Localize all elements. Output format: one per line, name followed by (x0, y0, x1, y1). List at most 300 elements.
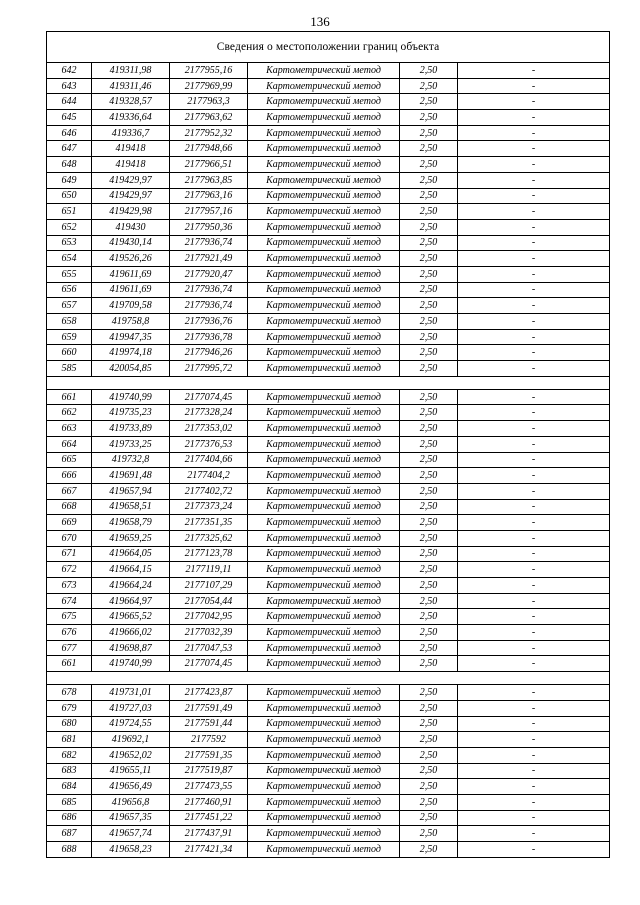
table-row (47, 700, 610, 716)
accuracy-cell: 2,50 (400, 656, 458, 672)
x-coordinate-cell: 419658,79 (92, 515, 170, 531)
description-cell: - (458, 499, 610, 515)
table-row (47, 235, 610, 251)
x-coordinate-cell: 419429,97 (92, 172, 170, 188)
y-coordinate-cell: 2177328,24 (170, 405, 248, 421)
x-coordinate-cell: 419692,1 (92, 732, 170, 748)
y-coordinate-cell: 2177054,44 (170, 593, 248, 609)
description-cell: - (458, 625, 610, 641)
x-coordinate-cell: 419656,49 (92, 779, 170, 795)
table-row (47, 63, 610, 79)
description-cell: - (458, 716, 610, 732)
accuracy-cell: 2,50 (400, 389, 458, 405)
y-coordinate-cell: 2177936,74 (170, 235, 248, 251)
method-cell: Картометрический метод (248, 640, 400, 656)
method-cell: Картометрический метод (248, 842, 400, 858)
y-coordinate-cell: 2177325,62 (170, 530, 248, 546)
x-coordinate-cell: 419733,89 (92, 421, 170, 437)
method-cell: Картометрический метод (248, 204, 400, 220)
accuracy-cell: 2,50 (400, 314, 458, 330)
point-number-cell: 687 (47, 826, 92, 842)
y-coordinate-cell: 2177402,72 (170, 483, 248, 499)
accuracy-cell: 2,50 (400, 78, 458, 94)
y-coordinate-cell: 2177107,29 (170, 578, 248, 594)
x-coordinate-cell: 419691,48 (92, 468, 170, 484)
y-coordinate-cell: 2177948,66 (170, 141, 248, 157)
point-number-cell: 642 (47, 63, 92, 79)
method-cell: Картометрический метод (248, 732, 400, 748)
description-cell: - (458, 204, 610, 220)
accuracy-cell: 2,50 (400, 468, 458, 484)
accuracy-cell: 2,50 (400, 609, 458, 625)
accuracy-cell: 2,50 (400, 716, 458, 732)
x-coordinate-cell: 419698,87 (92, 640, 170, 656)
table-row (47, 515, 610, 531)
table-row (47, 361, 610, 377)
accuracy-cell: 2,50 (400, 685, 458, 701)
accuracy-cell: 2,50 (400, 732, 458, 748)
table-title-row (47, 32, 610, 63)
description-cell: - (458, 361, 610, 377)
method-cell: Картометрический метод (248, 78, 400, 94)
description-cell: - (458, 421, 610, 437)
x-coordinate-cell: 419659,25 (92, 530, 170, 546)
point-number-cell: 673 (47, 578, 92, 594)
y-coordinate-cell: 2177353,02 (170, 421, 248, 437)
x-coordinate-cell: 419724,55 (92, 716, 170, 732)
description-cell: - (458, 452, 610, 468)
x-coordinate-cell: 419658,23 (92, 842, 170, 858)
description-cell: - (458, 188, 610, 204)
x-coordinate-cell: 419735,23 (92, 405, 170, 421)
x-coordinate-cell: 419611,69 (92, 282, 170, 298)
point-number-cell: 646 (47, 125, 92, 141)
y-coordinate-cell: 2177423,87 (170, 685, 248, 701)
point-number-cell: 688 (47, 842, 92, 858)
table-row (47, 593, 610, 609)
y-coordinate-cell: 2177966,51 (170, 157, 248, 173)
y-coordinate-cell: 2177404,66 (170, 452, 248, 468)
accuracy-cell: 2,50 (400, 779, 458, 795)
table-row (47, 282, 610, 298)
point-number-cell: 659 (47, 329, 92, 345)
y-coordinate-cell: 2177936,76 (170, 314, 248, 330)
accuracy-cell: 2,50 (400, 499, 458, 515)
x-coordinate-cell: 419657,35 (92, 810, 170, 826)
point-number-cell: 649 (47, 172, 92, 188)
y-coordinate-cell: 2177957,16 (170, 204, 248, 220)
point-number-cell: 656 (47, 282, 92, 298)
accuracy-cell: 2,50 (400, 700, 458, 716)
accuracy-cell: 2,50 (400, 329, 458, 345)
x-coordinate-cell: 419664,15 (92, 562, 170, 578)
method-cell: Картометрический метод (248, 779, 400, 795)
accuracy-cell: 2,50 (400, 593, 458, 609)
method-cell: Картометрический метод (248, 436, 400, 452)
method-cell: Картометрический метод (248, 685, 400, 701)
y-coordinate-cell: 2177591,49 (170, 700, 248, 716)
description-cell: - (458, 345, 610, 361)
x-coordinate-cell: 419336,64 (92, 110, 170, 126)
y-coordinate-cell: 2177920,47 (170, 266, 248, 282)
accuracy-cell: 2,50 (400, 298, 458, 314)
accuracy-cell: 2,50 (400, 63, 458, 79)
point-number-cell: 668 (47, 499, 92, 515)
method-cell: Картометрический метод (248, 515, 400, 531)
x-coordinate-cell: 419418 (92, 157, 170, 173)
accuracy-cell: 2,50 (400, 810, 458, 826)
point-number-cell: 679 (47, 700, 92, 716)
x-coordinate-cell: 419430,14 (92, 235, 170, 251)
method-cell: Картометрический метод (248, 188, 400, 204)
y-coordinate-cell: 2177074,45 (170, 656, 248, 672)
point-number-cell: 667 (47, 483, 92, 499)
accuracy-cell: 2,50 (400, 204, 458, 220)
method-cell: Картометрический метод (248, 562, 400, 578)
description-cell: - (458, 747, 610, 763)
point-number-cell: 653 (47, 235, 92, 251)
accuracy-cell: 2,50 (400, 235, 458, 251)
method-cell: Картометрический метод (248, 826, 400, 842)
description-cell: - (458, 700, 610, 716)
x-coordinate-cell: 419664,05 (92, 546, 170, 562)
accuracy-cell: 2,50 (400, 562, 458, 578)
point-number-cell: 666 (47, 468, 92, 484)
description-cell: - (458, 298, 610, 314)
accuracy-cell: 2,50 (400, 452, 458, 468)
point-number-cell: 678 (47, 685, 92, 701)
point-number-cell: 672 (47, 562, 92, 578)
point-number-cell: 654 (47, 251, 92, 267)
y-coordinate-cell: 2177955,16 (170, 63, 248, 79)
method-cell: Картометрический метод (248, 110, 400, 126)
description-cell: - (458, 593, 610, 609)
table-row (47, 640, 610, 656)
point-number-cell: 651 (47, 204, 92, 220)
x-coordinate-cell: 419732,8 (92, 452, 170, 468)
method-cell: Картометрический метод (248, 499, 400, 515)
x-coordinate-cell: 419657,94 (92, 483, 170, 499)
point-number-cell: 677 (47, 640, 92, 656)
y-coordinate-cell: 2177376,53 (170, 436, 248, 452)
accuracy-cell: 2,50 (400, 421, 458, 437)
method-cell: Картометрический метод (248, 625, 400, 641)
method-cell: Картометрический метод (248, 251, 400, 267)
point-number-cell: 682 (47, 747, 92, 763)
point-number-cell: 676 (47, 625, 92, 641)
table-row (47, 94, 610, 110)
table-row (47, 345, 610, 361)
boundary-coordinates-table (46, 31, 610, 858)
group-separator-cell (47, 672, 610, 685)
description-cell: - (458, 94, 610, 110)
y-coordinate-cell: 2177936,74 (170, 298, 248, 314)
table-row (47, 172, 610, 188)
description-cell: - (458, 515, 610, 531)
description-cell: - (458, 562, 610, 578)
point-number-cell: 686 (47, 810, 92, 826)
x-coordinate-cell: 419664,97 (92, 593, 170, 609)
y-coordinate-cell: 2177591,44 (170, 716, 248, 732)
y-coordinate-cell: 2177921,49 (170, 251, 248, 267)
y-coordinate-cell: 2177592 (170, 732, 248, 748)
description-cell: - (458, 266, 610, 282)
y-coordinate-cell: 2177460,91 (170, 794, 248, 810)
point-number-cell: 661 (47, 656, 92, 672)
table-row (47, 78, 610, 94)
method-cell: Картометрический метод (248, 219, 400, 235)
y-coordinate-cell: 2177451,22 (170, 810, 248, 826)
accuracy-cell: 2,50 (400, 578, 458, 594)
table-row (47, 562, 610, 578)
x-coordinate-cell: 419947,35 (92, 329, 170, 345)
point-number-cell: 675 (47, 609, 92, 625)
method-cell: Картометрический метод (248, 94, 400, 110)
point-number-cell: 655 (47, 266, 92, 282)
x-coordinate-cell: 419655,11 (92, 763, 170, 779)
y-coordinate-cell: 2177074,45 (170, 389, 248, 405)
description-cell: - (458, 826, 610, 842)
method-cell: Картометрический метод (248, 763, 400, 779)
method-cell: Картометрический метод (248, 63, 400, 79)
description-cell: - (458, 436, 610, 452)
x-coordinate-cell: 419311,46 (92, 78, 170, 94)
point-number-cell: 665 (47, 452, 92, 468)
point-number-cell: 661 (47, 389, 92, 405)
description-cell: - (458, 578, 610, 594)
description-cell: - (458, 172, 610, 188)
method-cell: Картометрический метод (248, 452, 400, 468)
accuracy-cell: 2,50 (400, 842, 458, 858)
y-coordinate-cell: 2177952,32 (170, 125, 248, 141)
point-number-cell: 644 (47, 94, 92, 110)
x-coordinate-cell: 419657,74 (92, 826, 170, 842)
point-number-cell: 585 (47, 361, 92, 377)
x-coordinate-cell: 419666,02 (92, 625, 170, 641)
y-coordinate-cell: 2177032,39 (170, 625, 248, 641)
accuracy-cell: 2,50 (400, 110, 458, 126)
table-body (47, 32, 610, 858)
method-cell: Картометрический метод (248, 700, 400, 716)
method-cell: Картометрический метод (248, 578, 400, 594)
description-cell: - (458, 314, 610, 330)
y-coordinate-cell: 2177119,11 (170, 562, 248, 578)
description-cell: - (458, 609, 610, 625)
accuracy-cell: 2,50 (400, 530, 458, 546)
y-coordinate-cell: 2177404,2 (170, 468, 248, 484)
description-cell: - (458, 329, 610, 345)
x-coordinate-cell: 419429,97 (92, 188, 170, 204)
method-cell: Картометрический метод (248, 405, 400, 421)
table-row (47, 794, 610, 810)
method-cell: Картометрический метод (248, 483, 400, 499)
y-coordinate-cell: 2177995,72 (170, 361, 248, 377)
x-coordinate-cell: 419665,52 (92, 609, 170, 625)
description-cell: - (458, 732, 610, 748)
y-coordinate-cell: 2177963,62 (170, 110, 248, 126)
point-number-cell: 648 (47, 157, 92, 173)
table-row (47, 732, 610, 748)
method-cell: Картометрический метод (248, 468, 400, 484)
table-row (47, 329, 610, 345)
y-coordinate-cell: 2177519,87 (170, 763, 248, 779)
table-row (47, 421, 610, 437)
table-row (47, 763, 610, 779)
x-coordinate-cell: 419733,25 (92, 436, 170, 452)
y-coordinate-cell: 2177351,35 (170, 515, 248, 531)
point-number-cell: 657 (47, 298, 92, 314)
accuracy-cell: 2,50 (400, 219, 458, 235)
accuracy-cell: 2,50 (400, 826, 458, 842)
table-row (47, 452, 610, 468)
accuracy-cell: 2,50 (400, 436, 458, 452)
point-number-cell: 670 (47, 530, 92, 546)
table-row (47, 609, 610, 625)
accuracy-cell: 2,50 (400, 625, 458, 641)
y-coordinate-cell: 2177047,53 (170, 640, 248, 656)
point-number-cell: 680 (47, 716, 92, 732)
method-cell: Картометрический метод (248, 716, 400, 732)
x-coordinate-cell: 419709,58 (92, 298, 170, 314)
point-number-cell: 645 (47, 110, 92, 126)
point-number-cell: 643 (47, 78, 92, 94)
page-number: 136 (310, 14, 330, 29)
point-number-cell: 658 (47, 314, 92, 330)
y-coordinate-cell: 2177936,74 (170, 282, 248, 298)
y-coordinate-cell: 2177969,99 (170, 78, 248, 94)
x-coordinate-cell: 419611,69 (92, 266, 170, 282)
description-cell: - (458, 405, 610, 421)
point-number-cell: 683 (47, 763, 92, 779)
y-coordinate-cell: 2177473,55 (170, 779, 248, 795)
table-row (47, 389, 610, 405)
point-number-cell: 681 (47, 732, 92, 748)
table-row (47, 716, 610, 732)
accuracy-cell: 2,50 (400, 172, 458, 188)
method-cell: Картометрический метод (248, 157, 400, 173)
method-cell: Картометрический метод (248, 593, 400, 609)
table-row (47, 842, 610, 858)
x-coordinate-cell: 419328,57 (92, 94, 170, 110)
y-coordinate-cell: 2177950,36 (170, 219, 248, 235)
x-coordinate-cell: 419526,26 (92, 251, 170, 267)
method-cell: Картометрический метод (248, 421, 400, 437)
table-row (47, 826, 610, 842)
table-row (47, 546, 610, 562)
accuracy-cell: 2,50 (400, 282, 458, 298)
accuracy-cell: 2,50 (400, 345, 458, 361)
description-cell: - (458, 779, 610, 795)
y-coordinate-cell: 2177946,26 (170, 345, 248, 361)
description-cell: - (458, 63, 610, 79)
group-separator-cell (47, 376, 610, 389)
y-coordinate-cell: 2177373,24 (170, 499, 248, 515)
x-coordinate-cell: 419430 (92, 219, 170, 235)
method-cell: Картометрический метод (248, 794, 400, 810)
point-number-cell: 671 (47, 546, 92, 562)
x-coordinate-cell: 419652,02 (92, 747, 170, 763)
x-coordinate-cell: 419311,98 (92, 63, 170, 79)
table-row (47, 314, 610, 330)
x-coordinate-cell: 419740,99 (92, 656, 170, 672)
y-coordinate-cell: 2177591,35 (170, 747, 248, 763)
method-cell: Картометрический метод (248, 329, 400, 345)
table-row (47, 625, 610, 641)
description-cell: - (458, 530, 610, 546)
table-row (47, 251, 610, 267)
x-coordinate-cell: 419664,24 (92, 578, 170, 594)
table-row (47, 141, 610, 157)
table-row (47, 125, 610, 141)
table-row (47, 266, 610, 282)
point-number-cell: 650 (47, 188, 92, 204)
point-number-cell: 662 (47, 405, 92, 421)
method-cell: Картометрический метод (248, 235, 400, 251)
description-cell: - (458, 389, 610, 405)
accuracy-cell: 2,50 (400, 515, 458, 531)
description-cell: - (458, 235, 610, 251)
x-coordinate-cell: 420054,85 (92, 361, 170, 377)
table-row (47, 468, 610, 484)
point-number-cell: 685 (47, 794, 92, 810)
description-cell: - (458, 110, 610, 126)
method-cell: Картометрический метод (248, 656, 400, 672)
group-separator-row (47, 376, 610, 389)
method-cell: Картометрический метод (248, 546, 400, 562)
description-cell: - (458, 640, 610, 656)
table-row (47, 110, 610, 126)
description-cell: - (458, 842, 610, 858)
method-cell: Картометрический метод (248, 125, 400, 141)
accuracy-cell: 2,50 (400, 405, 458, 421)
description-cell: - (458, 656, 610, 672)
x-coordinate-cell: 419656,8 (92, 794, 170, 810)
description-cell: - (458, 794, 610, 810)
method-cell: Картометрический метод (248, 141, 400, 157)
y-coordinate-cell: 2177437,91 (170, 826, 248, 842)
table-row (47, 499, 610, 515)
accuracy-cell: 2,50 (400, 141, 458, 157)
y-coordinate-cell: 2177963,85 (170, 172, 248, 188)
table-row (47, 779, 610, 795)
x-coordinate-cell: 419731,01 (92, 685, 170, 701)
group-separator-row (47, 672, 610, 685)
table-row (47, 483, 610, 499)
accuracy-cell: 2,50 (400, 763, 458, 779)
x-coordinate-cell: 419974,18 (92, 345, 170, 361)
accuracy-cell: 2,50 (400, 251, 458, 267)
point-number-cell: 652 (47, 219, 92, 235)
point-number-cell: 664 (47, 436, 92, 452)
table-row (47, 219, 610, 235)
description-cell: - (458, 141, 610, 157)
accuracy-cell: 2,50 (400, 125, 458, 141)
accuracy-cell: 2,50 (400, 546, 458, 562)
table-row (47, 747, 610, 763)
method-cell: Картометрический метод (248, 172, 400, 188)
x-coordinate-cell: 419658,51 (92, 499, 170, 515)
accuracy-cell: 2,50 (400, 794, 458, 810)
table-row (47, 204, 610, 220)
x-coordinate-cell: 419336,7 (92, 125, 170, 141)
table-title: Сведения о местоположении границ объекта (47, 32, 610, 63)
method-cell: Картометрический метод (248, 298, 400, 314)
y-coordinate-cell: 2177421,34 (170, 842, 248, 858)
x-coordinate-cell: 419758,8 (92, 314, 170, 330)
description-cell: - (458, 125, 610, 141)
accuracy-cell: 2,50 (400, 483, 458, 499)
method-cell: Картометрический метод (248, 361, 400, 377)
